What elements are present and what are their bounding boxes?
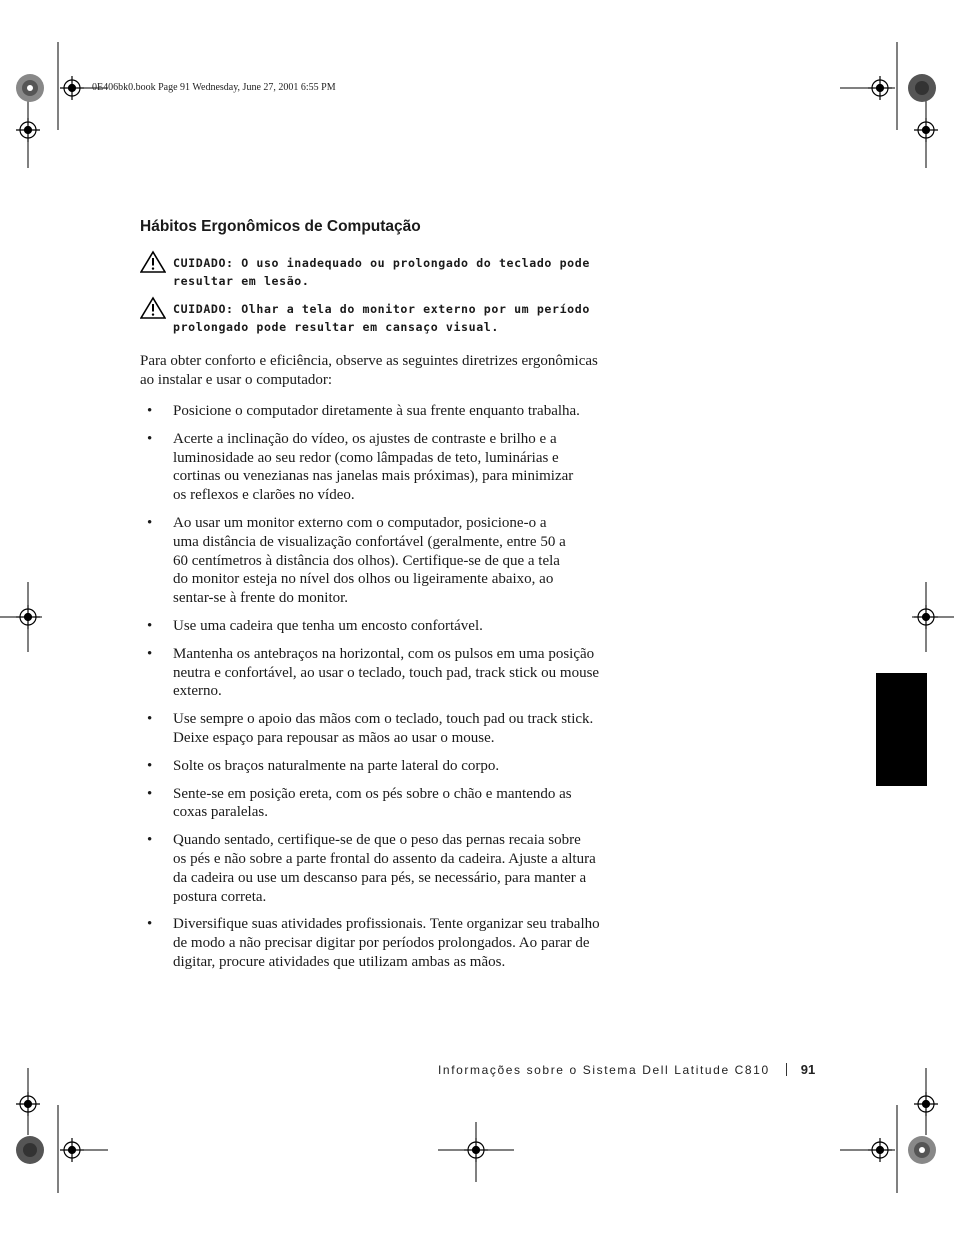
bullet-icon: • [147,832,153,849]
list-item-line: do monitor esteja no nível dos olhos ou ligeiramente abaixo, ao [173,571,554,588]
list-item-line: digitar, procure atividades que utilizam ambas as mãos. [173,953,506,970]
list-item-line: da cadeira ou use um descanso para pés, se necessário, para manter a [173,869,587,886]
list-item-line: Acerte a inclinação do vídeo, os ajustes de contraste e brilho e a [173,430,557,447]
caution-note [140,254,630,290]
caution-text [173,254,630,290]
footer-book-title: Informações sobre o Sistema Dell Latitude C810 [438,1063,770,1077]
list-item [140,915,630,971]
page-number: 91 [800,1062,816,1077]
list-item-line: de modo a não precisar digitar por períodos prolongados. Ao parar de [173,935,590,952]
list-item-line: Posicione o computador diretamente à sua frente enquanto trabalha. [173,403,580,419]
bullet-icon: • [147,916,153,933]
caution-line: CUIDADO: Olhar a tela do monitor externo por um período [173,302,590,316]
list-item-line: Mantenha os antebraços na horizontal, com os pulsos em uma posição [173,645,595,662]
list-item-line: Quando sentado, certifique-se de que o peso das pernas recaia sobre [173,832,581,849]
intro-line: Para obter conforto e eficiência, observe as seguintes diretrizes ergonômicas [140,353,598,369]
caution-line: prolongado pode resultar em cansaço visual. [173,320,499,334]
list-item [140,617,630,636]
caution-line: CUIDADO: O uso inadequado ou prolongado do teclado pode [173,256,590,270]
intro-paragraph [140,352,630,390]
list-item-line: uma distância de visualização confortável (geralmente, entre 50 a [173,533,566,550]
list-item [140,514,630,608]
bullet-icon: • [147,403,153,419]
list-item-line: cortinas ou venezianas nas janelas mais próximas), para minimizar [173,468,574,485]
list-item-line: sentar-se à frente do monitor. [173,590,349,607]
main-content [140,218,630,981]
warning-triangle-icon [140,296,166,320]
list-item-line: os reflexos e clarões no vídeo. [173,487,355,504]
list-item-line: os pés e não sobre a parte frontal do assento da cadeira. Ajuste a altura [173,850,596,867]
warning-triangle-icon [140,250,166,274]
bullet-icon: • [147,514,153,531]
bullet-icon: • [147,785,153,802]
footer-separator [786,1063,787,1076]
list-item-line: coxas paralelas. [173,804,268,821]
list-item-line: Solte os braços naturalmente na parte lateral do corpo. [173,757,500,774]
intro-line: ao instalar e usar o computador: [140,372,333,388]
bullet-icon: • [147,645,153,662]
list-item [140,710,630,748]
caution-note [140,300,630,336]
page-footer [438,1062,838,1077]
list-item-line: Use sempre o apoio das mãos com o teclado, touch pad ou track stick. [173,711,594,728]
list-item [140,645,630,701]
caution-line: resultar em lesão. [173,274,310,288]
bullet-icon: • [147,617,153,634]
list-item-line: Ao usar um monitor externo com o computador, posicione-o a [173,514,547,531]
section-title: Hábitos Ergonômicos de Computação [140,218,421,235]
list-item [140,785,630,823]
list-item-line: Deixe espaço para repousar as mãos ao usar o mouse. [173,729,495,746]
list-item-line: neutra e confortável, ao usar o teclado, touch pad, track stick ou mouse [173,664,600,681]
bullet-icon: • [147,430,153,447]
list-item-line: Diversifique suas atividades profissionais. Tente organizar seu trabalho [173,916,600,933]
list-item [140,402,630,421]
print-header-info: 0E406bk0.book Page 91 Wednesday, June 27, 2001 6:55 PM [92,82,336,93]
bullet-icon: • [147,711,153,728]
guideline-list [140,402,630,972]
bullet-icon: • [147,757,153,774]
list-item [140,757,630,776]
list-item-line: externo. [173,683,222,700]
list-item [140,430,630,505]
list-item-line: Sente-se em posição ereta, com os pés sobre o chão e mantendo as [173,785,572,802]
list-item-line: postura correta. [173,888,267,905]
list-item-line: luminosidade ao seu redor (como lâmpadas de teto, luminárias e [173,449,559,466]
thumb-tab [876,673,927,786]
list-item-line: 60 centímetros à distância dos olhos). Certifique-se de que a tela [173,552,560,569]
list-item [140,831,630,906]
caution-text [173,300,630,336]
list-item-line: Use uma cadeira que tenha um encosto confortável. [173,617,483,634]
